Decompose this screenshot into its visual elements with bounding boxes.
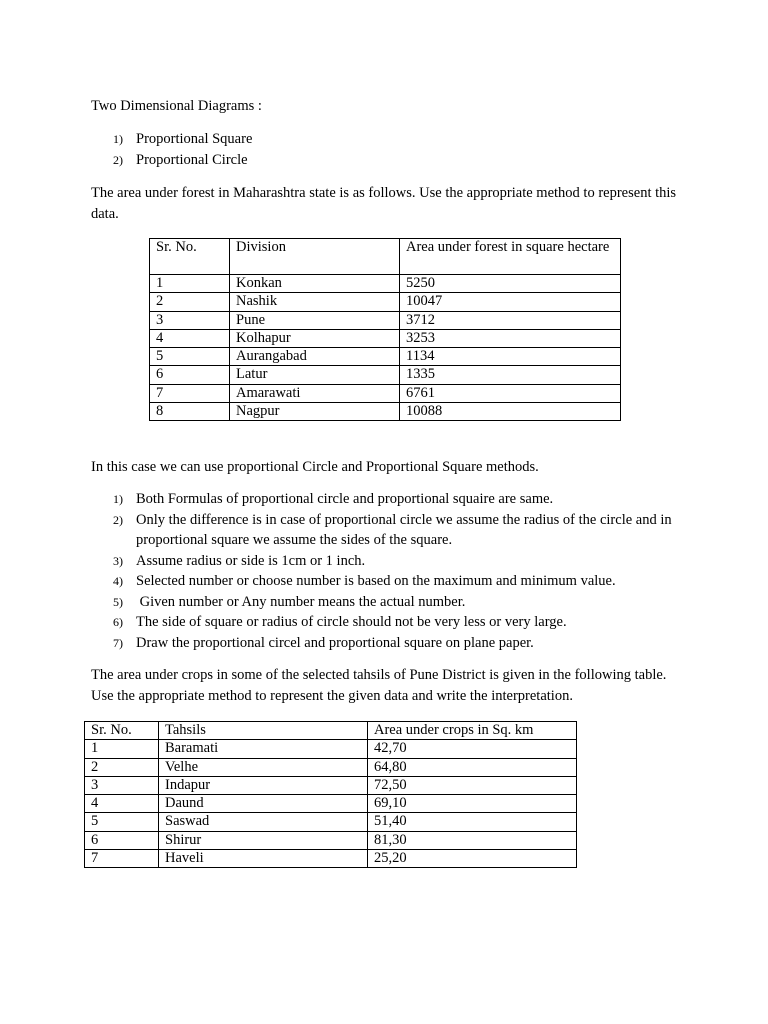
list-item [91,129,691,150]
table-cell: 7 [85,850,159,868]
table-row [150,403,621,421]
list-item-number: 2) [113,512,123,527]
table-cell: 64,80 [368,758,577,776]
table-row [85,758,577,776]
table-cell: 69,10 [368,795,577,813]
list-item-number: 3) [113,553,123,568]
table-cell: 3 [150,311,230,329]
table-cell: 4 [150,329,230,347]
diagram-types-list [91,129,691,170]
crops-area-table [84,721,577,868]
column-header: Tahsils [159,722,368,740]
list-item [91,633,691,654]
table-cell: 1 [85,740,159,758]
list-item-text: Draw the proportional circel and proportional square on plane paper. [136,634,534,651]
list-item [91,150,691,171]
table-row [150,293,621,311]
table-cell: Nashik [230,293,400,311]
table-cell: Kolhapur [230,329,400,347]
column-header: Sr. No. [150,239,230,275]
table-header-row [150,239,621,275]
column-header: Division [230,239,400,275]
table-row [150,275,621,293]
forest-area-table [149,238,621,421]
list-item-text: Both Formulas of proportional circle and proportional squaire are same. [136,491,554,507]
table-cell: 2 [85,758,159,776]
table-cell: Saswad [159,813,368,831]
table-cell: 5 [85,813,159,831]
table-cell: Nagpur [230,403,400,421]
crops-paragraph: The area under crops in some of the selected tahsils of Pune District is given in the following table. Use the appropriate method to represent the given data and write the interpretation. [91,667,667,704]
list-item-text: Assume radius or side is 1cm or 1 inch. [136,552,366,569]
list-item-text: Given number or Any number means the actual number. [136,593,466,610]
table-cell: 6761 [400,384,621,402]
table-row [150,329,621,347]
table-cell: 3 [85,776,159,794]
table-cell: Daund [159,795,368,813]
list-item-number: 1) [113,492,123,506]
table-row [150,348,621,366]
table-cell: 3253 [400,329,621,347]
column-header: Area under crops in Sq. km [368,722,577,740]
table-cell: Amarawati [230,384,400,402]
list-item-text: Proportional Square [136,131,253,147]
list-item-number: 4) [113,574,123,588]
table-cell: 5 [150,348,230,366]
table-row [150,366,621,384]
table-row [85,795,577,813]
table-cell: 51,40 [368,813,577,831]
column-header: Sr. No. [85,722,159,740]
table-cell: Konkan [230,275,400,293]
section-heading: Two Dimensional Diagrams : [91,98,262,114]
table-cell: Aurangabad [230,348,400,366]
list-item-number: 1) [113,132,123,146]
column-header: Area under forest in square hectare [400,239,621,275]
table-cell: 10047 [400,293,621,311]
list-item [91,592,691,613]
table-cell: 5250 [400,275,621,293]
table-cell: 2 [150,293,230,311]
table-cell: 72,50 [368,776,577,794]
intro-paragraph: The area under forest in Maharashtra state is as follows. Use the appropriate method to represent this data. [91,185,677,222]
table-cell: 25,20 [368,850,577,868]
list-item-text: Selected number or choose number is based on the maximum and minimum value. [136,573,616,589]
table-cell: 3712 [400,311,621,329]
list-item-number: 6) [113,615,123,629]
list-item [91,510,691,551]
method-paragraph: In this case we can use proportional Circle and Proportional Square methods. [91,459,539,475]
method-points-list [91,489,691,653]
list-item [91,489,691,510]
table-cell: 1335 [400,366,621,384]
list-item [91,612,691,633]
table-cell: 8 [150,403,230,421]
table-row [85,740,577,758]
table-row [85,813,577,831]
list-item [91,571,691,592]
list-item-number: 2) [113,152,123,167]
table-row [150,384,621,402]
table-row [150,311,621,329]
table-cell: 7 [150,384,230,402]
table-header-row [85,722,577,740]
table-cell: Haveli [159,850,368,868]
table-cell: Pune [230,311,400,329]
table-cell: 1134 [400,348,621,366]
list-item [91,551,691,572]
table-cell: 6 [150,366,230,384]
table-cell: Baramati [159,740,368,758]
table-cell: Indapur [159,776,368,794]
list-item-text: The side of square or radius of circle should not be very less or very large. [136,614,567,630]
table-cell: 1 [150,275,230,293]
list-item-text: Only the difference is in case of proportional circle we assume the radius of the circle and in proportional square we assume the sides of the square. [136,511,672,548]
table-cell: Latur [230,366,400,384]
table-row [85,776,577,794]
table-cell: 42,70 [368,740,577,758]
table-cell: 6 [85,831,159,849]
table-cell: 10088 [400,403,621,421]
table-cell: 81,30 [368,831,577,849]
table-row [85,831,577,849]
list-item-text: Proportional Circle [136,151,248,168]
table-cell: 4 [85,795,159,813]
list-item-number: 5) [113,594,123,609]
table-row [85,850,577,868]
table-cell: Velhe [159,758,368,776]
table-cell: Shirur [159,831,368,849]
list-item-number: 7) [113,635,123,650]
